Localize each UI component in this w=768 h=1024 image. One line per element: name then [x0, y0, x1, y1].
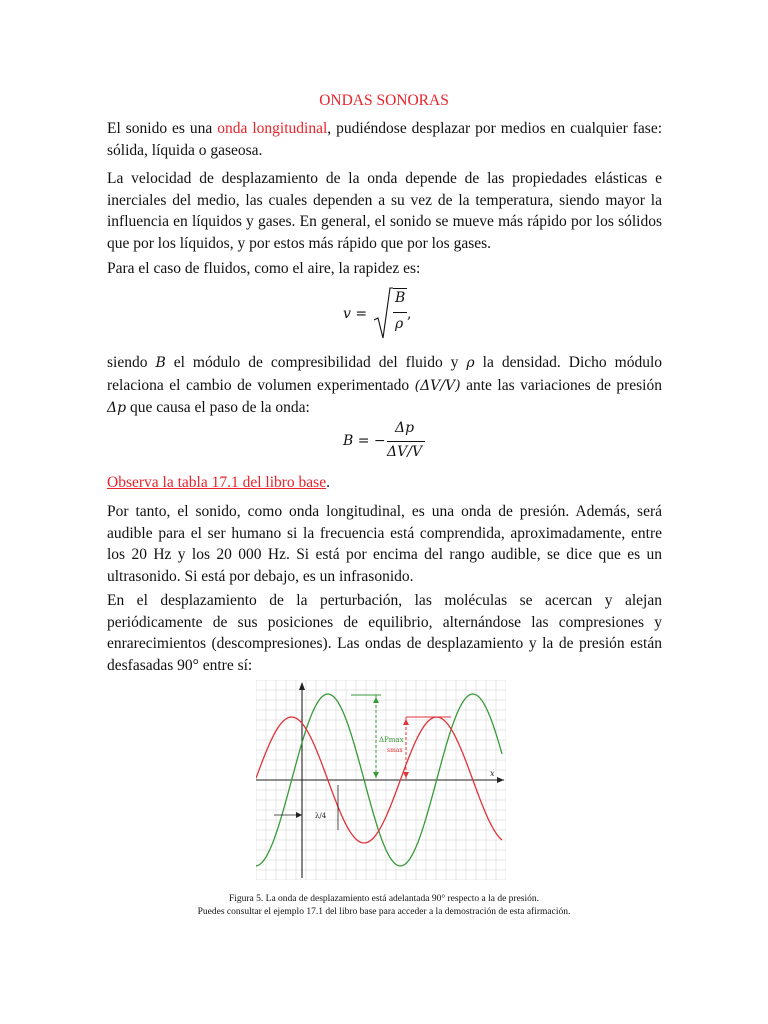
paragraph-pressure-wave: Por tanto, el sonido, como onda longitudinal, es una onda de presión. Además, será audible para el ser humano si la frecuencia está comprendida, aproximadamente, entre los 20 Hz y los 20 000 Hz. Si está por encima del rango audible, se dice que es un ultrasonido. Si está por debajo, es un infrasonido. — [107, 503, 662, 585]
symbol-dv: (ΔV/V) — [414, 377, 461, 394]
label-x: x — [490, 769, 495, 778]
label-lambda-quarter: λ/4 — [315, 812, 327, 820]
formula-bulk-modulus — [343, 420, 433, 464]
paragraph-observa — [107, 472, 662, 494]
text-span: el módulo de compresibilidad del fluido y — [165, 354, 467, 371]
link-onda-longitudinal[interactable]: onda longitudinal — [217, 120, 328, 137]
formula2-denominator: ΔV/V — [387, 444, 423, 460]
formula-denominator: ρ — [395, 316, 404, 332]
lambda-arrow-head — [296, 812, 302, 818]
formula2-lhs: B = − — [343, 433, 386, 449]
label-displacement-amplitude: smax — [387, 747, 403, 754]
y-axis-arrow — [299, 682, 305, 690]
symbol-dp: Δp — [107, 400, 127, 416]
wave-figure — [256, 680, 506, 880]
text-span: que causa el paso de la onda: — [126, 399, 310, 416]
x-axis-arrow — [497, 777, 504, 783]
arrow-down — [373, 772, 379, 778]
formula-speed — [343, 286, 423, 342]
label-pressure-amplitude: ΔPmax — [379, 736, 404, 744]
text-span: El sonido es una — [107, 120, 218, 137]
arrow-down — [403, 772, 409, 778]
formula2-numerator: Δp — [395, 420, 415, 436]
text-span: siendo — [107, 354, 156, 371]
sqrt-overline — [393, 288, 407, 289]
fraction-bar — [393, 312, 407, 313]
link-tabla-17-1[interactable]: Observa la tabla 17.1 del libro base — [107, 474, 327, 491]
fraction-bar — [387, 441, 425, 442]
text-span: ante las variaciones de presión — [460, 376, 662, 394]
sqrt-sign — [373, 286, 393, 342]
page-title: ONDAS SONORAS — [319, 92, 449, 109]
paragraph-bulk-modulus — [107, 352, 662, 420]
formula-tail: , — [407, 306, 412, 322]
formula-numerator: B — [395, 290, 406, 306]
text-span: la densidad. Dicho módulo relaciona el cambio de volumen experimentado — [107, 354, 663, 394]
text-span: . — [326, 474, 330, 491]
paragraph-fluids: Para el caso de fluidos, como el aire, la rapidez es: — [107, 260, 421, 277]
figure-caption-2: Puedes consultar el ejemplo 17.1 del libro base para acceder a la demostración de esta afirmación. — [197, 907, 571, 917]
paragraph-displacement: En el desplazamiento de la perturbación, las moléculas se acercan y alejan periódicamente de sus posiciones de equilibrio, alternándose las compresiones y enrarecimientos (descompresiones). Las ondas de desplazamiento y la de presión están desfasadas 90° entre sí: — [107, 592, 662, 674]
symbol-rho: ρ — [466, 355, 475, 371]
paragraph-intro — [107, 118, 662, 161]
formula-lhs: v = — [343, 306, 368, 322]
symbol-B: B — [155, 355, 166, 371]
figure-caption-1: Figura 5. La onda de desplazamiento está adelantada 90° respecto a la de presión. — [228, 894, 540, 904]
paragraph-velocity: La velocidad de desplazamiento de la onda depende de las propiedades elásticas e inerciales del medio, las cuales dependen a su vez de la temperatura, siendo mayor la influencia en líquidos y gases. En general, el sonido se mueve más rápido por los sólidos que por los líquidos, y por estos más rápido que por los gases. — [107, 170, 662, 252]
text-span: , pudiéndose desplazar por medios en cualquier fase: sólida, líquida o gaseosa. — [107, 120, 663, 159]
